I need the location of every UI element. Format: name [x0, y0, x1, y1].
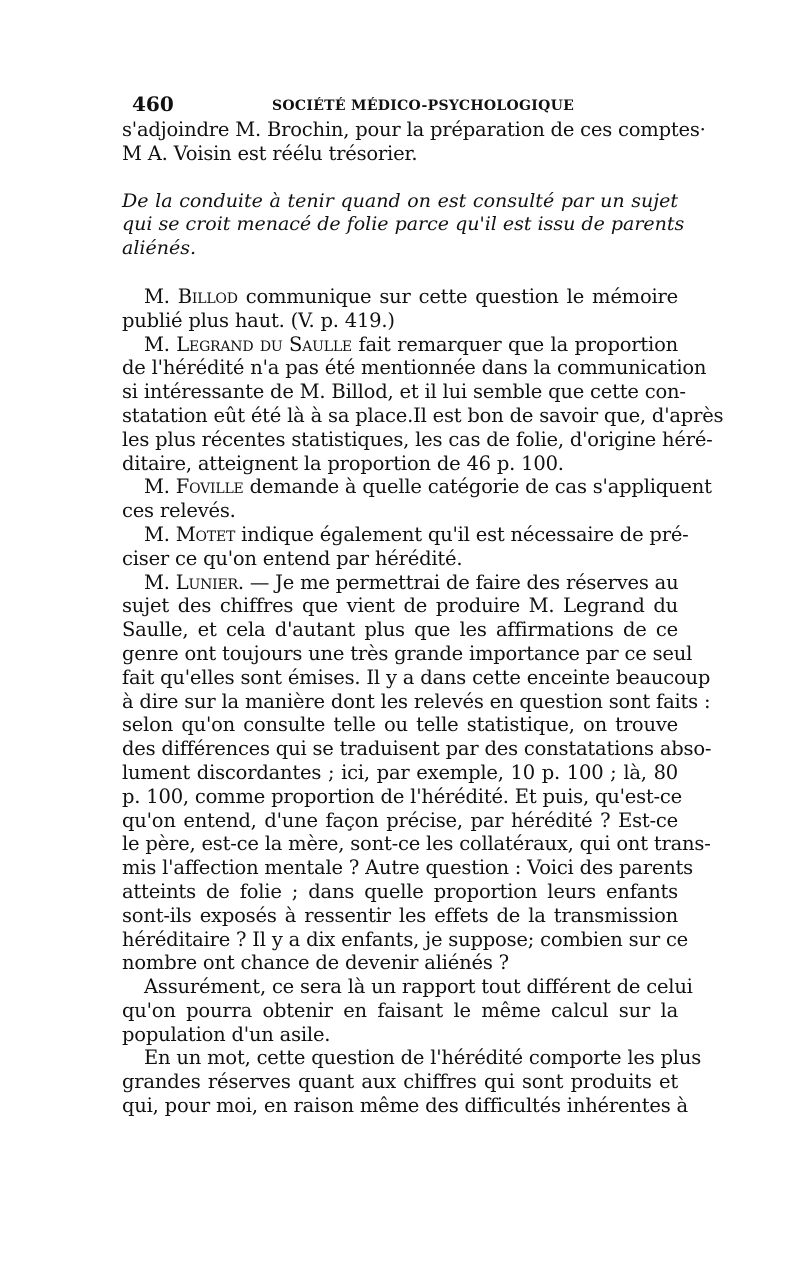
text-line: les plus récentes statistiques, les cas de folie, d'origine héré-	[122, 427, 713, 451]
text-line: population d'un asile.	[122, 1022, 331, 1046]
text-line	[122, 285, 678, 309]
text-line: le père, est-ce la mère, sont-ce les collatéraux, qui ont trans-	[122, 832, 711, 856]
intro-paragraph	[122, 118, 706, 166]
section-title-line: aliénés.	[122, 237, 196, 260]
text-line: sont-ils exposés à ressentir les effets de la transmission	[122, 903, 678, 927]
text-line	[122, 333, 678, 357]
text-line: nombre ont chance de devenir aliénés ?	[122, 951, 509, 975]
section-title-line: De la conduite à tenir quand on est consulté par un sujet	[122, 189, 678, 212]
text-line: ces relevés.	[122, 499, 236, 523]
speaker-name: Lunier	[175, 570, 238, 594]
text-line: qui, pour moi, en raison même des difficultés inhérentes à	[122, 1094, 688, 1118]
text-run: demande à quelle catégorie de cas s'appliquent	[243, 475, 712, 499]
lunier-paragraph	[122, 570, 712, 1118]
text-line: ciser ce qu'on entend par hérédité.	[122, 546, 463, 570]
running-head	[122, 90, 678, 118]
text-line: grandes réserves quant aux chiffres qui sont produits et	[122, 1070, 678, 1094]
text-line: mis l'affection mentale ? Autre question : Voici des parents	[122, 856, 693, 880]
text-line: des différences qui se traduisent par des constatations abso-	[122, 737, 712, 761]
book-page	[122, 90, 724, 1118]
text-line: En un mot, cette question de l'hérédité comporte les plus	[144, 1046, 702, 1070]
speaker-name: Legrand du Saulle	[176, 332, 352, 356]
text-line	[122, 571, 678, 595]
text-line: statation eût été là à sa place.Il est bon de savoir que, d'après	[122, 403, 724, 427]
text-line: de l'hérédité n'a pas été mentionnée dans la communication	[122, 356, 707, 380]
text-line: p. 100, comme proportion de l'hérédité. Et puis, qu'est-ce	[122, 784, 682, 808]
text-line: selon qu'on consulte telle ou telle statistique, on trouve	[122, 713, 678, 737]
text-run: fait remarquer que la proportion	[351, 332, 678, 356]
speaker-name: Motet	[175, 522, 236, 546]
text-line: qu'on pourra obtenir en faisant le même calcul sur la	[122, 998, 678, 1022]
text-line: qu'on entend, d'une façon précise, par hérédité ? Est-ce	[122, 808, 678, 832]
text-run: indique également qu'il est nécessaire de pré-	[235, 522, 689, 546]
text-line	[122, 475, 712, 499]
foville-paragraph	[122, 475, 712, 523]
text-line: à dire sur la manière dont les relevés en question sont faits :	[122, 689, 711, 713]
text-line: sujet des chiffres que vient de produire M. Legrand du	[122, 594, 678, 618]
speaker-prefix: M.	[144, 522, 176, 546]
speaker-name: Billod	[177, 284, 238, 308]
speaker-name: Foville	[175, 475, 244, 499]
text-line: genre ont toujours une très grande importance par ce seul	[122, 641, 693, 665]
text-line: fait qu'elles sont émises. Il y a dans cette enceinte beaucoup	[122, 665, 711, 689]
page-number: 460	[132, 92, 174, 116]
motet-paragraph	[122, 522, 689, 571]
text-line: atteints de folie ; dans quelle proportion leurs enfants	[122, 879, 678, 903]
speaker-prefix: M.	[144, 475, 176, 499]
legrand-paragraph	[122, 332, 724, 476]
speaker-prefix: M.	[144, 570, 176, 594]
text-line: publié plus haut. (V. p. 419.)	[122, 308, 395, 332]
text-line: Saulle, et cela d'autant plus que les affirmations de ce	[122, 618, 678, 642]
text-run: . — Je me permettrai de faire des réserves au	[237, 570, 679, 594]
billod-paragraph	[122, 285, 678, 333]
speaker-prefix: M.	[144, 332, 177, 356]
text-run: communique sur cette question le mémoire	[237, 284, 679, 308]
text-line: M A. Voisin est réélu trésorier.	[122, 141, 418, 165]
text-line: lument discordantes ; ici, par exemple, 10 p. 100 ; là, 80	[122, 760, 678, 784]
speaker-prefix: M.	[144, 284, 178, 308]
text-line: s'adjoindre M. Brochin, pour la préparation de ces comptes·	[122, 118, 706, 141]
section-title-line: qui se croit menacé de folie parce qu'il est issu de parents	[122, 213, 685, 236]
running-head-title: SOCIÉTÉ MÉDICO-PSYCHOLOGIQUE	[272, 98, 575, 114]
text-line: ditaire, atteignent la proportion de 46 p. 100.	[122, 451, 564, 475]
text-line	[122, 522, 689, 547]
section-title	[122, 189, 685, 261]
text-line: si intéressante de M. Billod, et il lui semble que cette con-	[122, 380, 686, 404]
text-line: Assurément, ce sera là un rapport tout différent de celui	[144, 975, 693, 999]
text-line: héréditaire ? Il y a dix enfants, je suppose; combien sur ce	[122, 927, 689, 951]
